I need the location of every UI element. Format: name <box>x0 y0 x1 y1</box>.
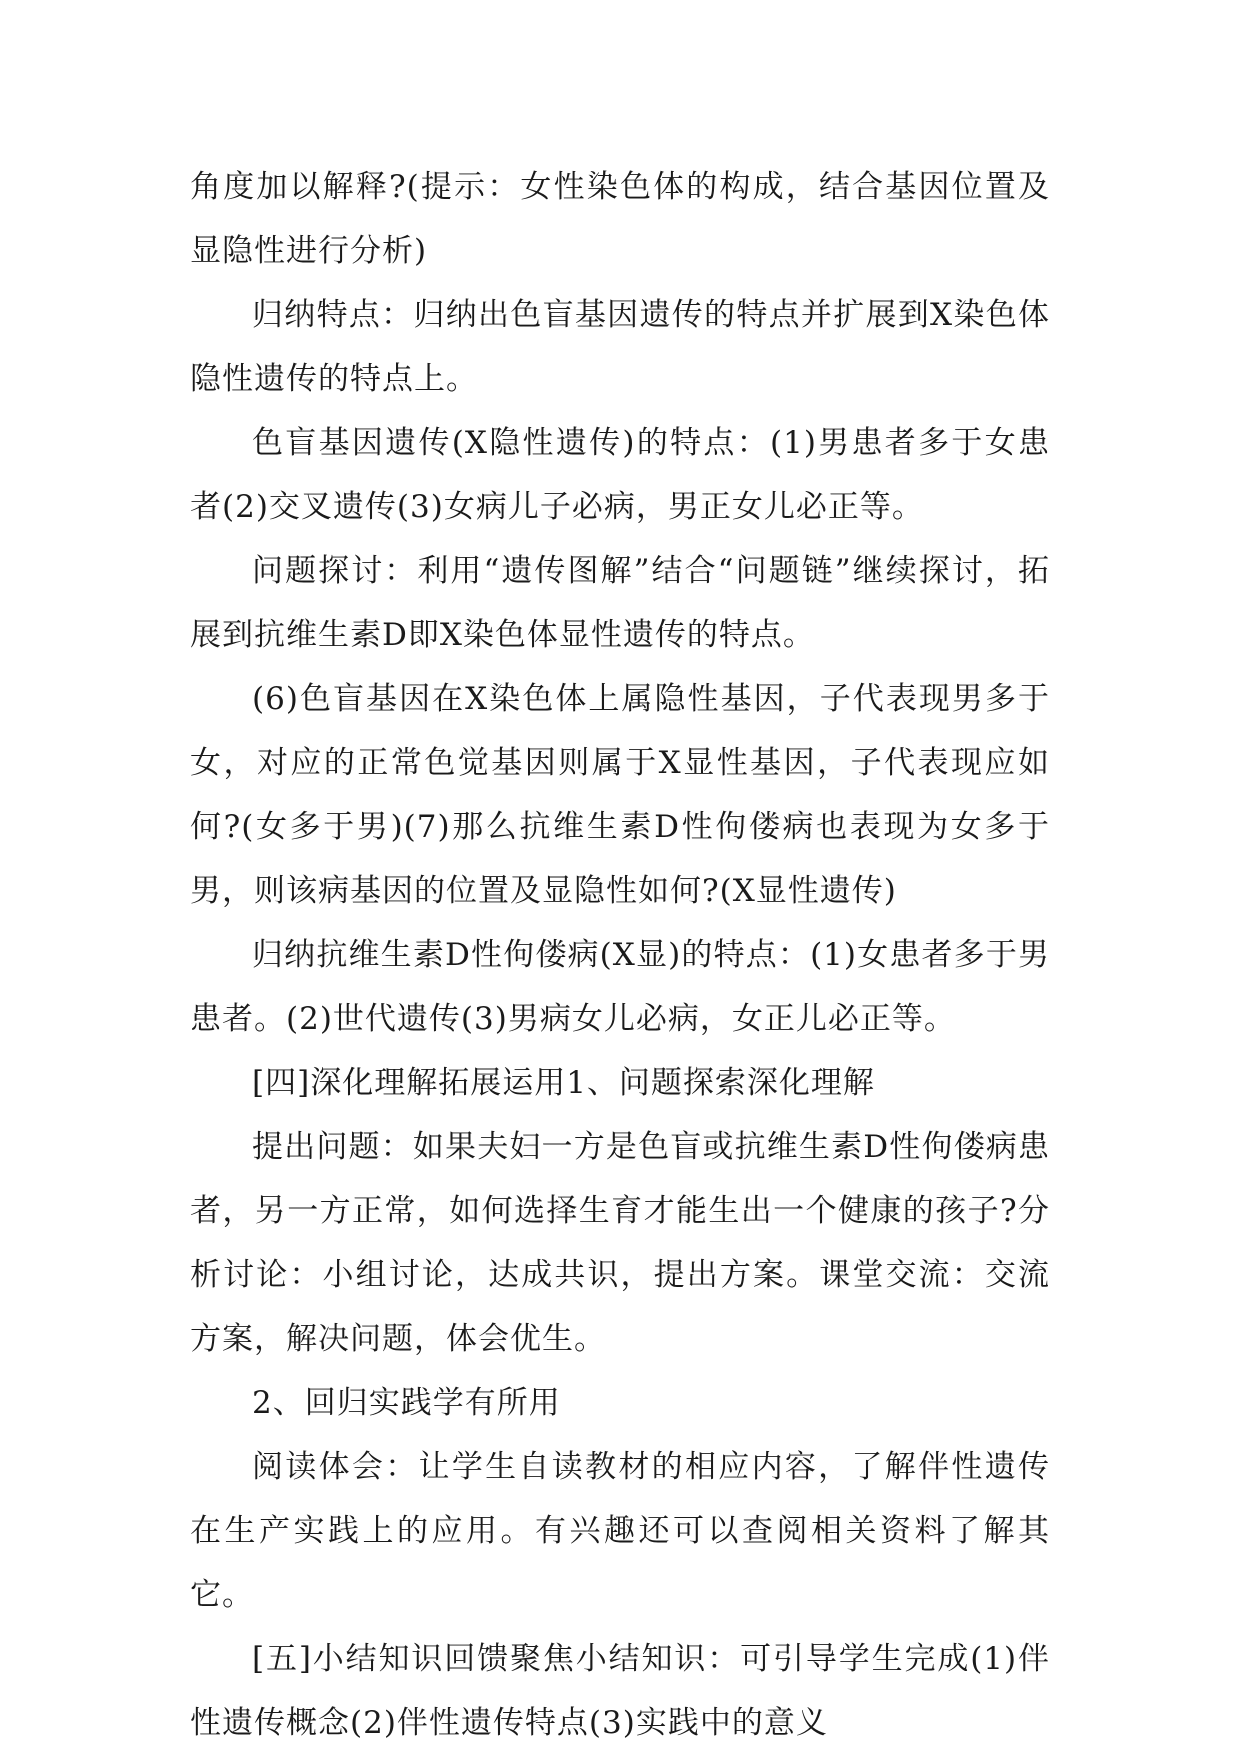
paragraph-6: 归纳抗维生素D性佝偻病(X显)的特点：(1)女患者多于男患者。(2)世代遗传(3)男病女儿必病，女正儿必正等。 <box>190 937 1050 1037</box>
paragraph-8: 提出问题：如果夫妇一方是色盲或抗维生素D性佝偻病患者，另一方正常，如何选择生育才能生出一个健康的孩子?分析讨论：小组讨论，达成共识，提出方案。课堂交流：交流方案，解决问题，体会优生。 <box>190 1129 1050 1357</box>
paragraph-10: 阅读体会：让学生自读教材的相应内容，了解伴性遗传在生产实践上的应用。有兴趣还可以查阅相关资料了解其它。 <box>190 1449 1050 1613</box>
paragraph-3: 色盲基因遗传(X隐性遗传)的特点：(1)男患者多于女患者(2)交叉遗传(3)女病儿子必病，男正女儿必正等。 <box>190 425 1050 525</box>
paragraph-1: 角度加以解释?(提示：女性染色体的构成，结合基因位置及显隐性进行分析) <box>190 169 1050 269</box>
paragraph-2: 归纳特点：归纳出色盲基因遗传的特点并扩展到X染色体隐性遗传的特点上。 <box>190 297 1050 397</box>
paragraph-5: (6)色盲基因在X染色体上属隐性基因，子代表现男多于女，对应的正常色觉基因则属于X显性基因，子代表现应如何?(女多于男)(7)那么抗维生素D性佝偻病也表现为女多于男，则该病基因的位置及显隐性如何?(X显性遗传) <box>190 681 1050 909</box>
paragraph-9: 2、回归实践学有所用 <box>252 1385 561 1421</box>
paragraph-11: [五]小结知识回馈聚焦小结知识：可引导学生完成(1)伴性遗传概念(2)伴性遗传特点(3)实践中的意义 <box>190 1641 1050 1741</box>
paragraph-4: 问题探讨：利用“遗传图解”结合“问题链”继续探讨，拓展到抗维生素D即X染色体显性遗传的特点。 <box>190 553 1050 653</box>
paragraph-7: [四]深化理解拓展运用1、问题探索深化理解 <box>252 1065 875 1101</box>
document-body <box>190 155 1050 1755</box>
